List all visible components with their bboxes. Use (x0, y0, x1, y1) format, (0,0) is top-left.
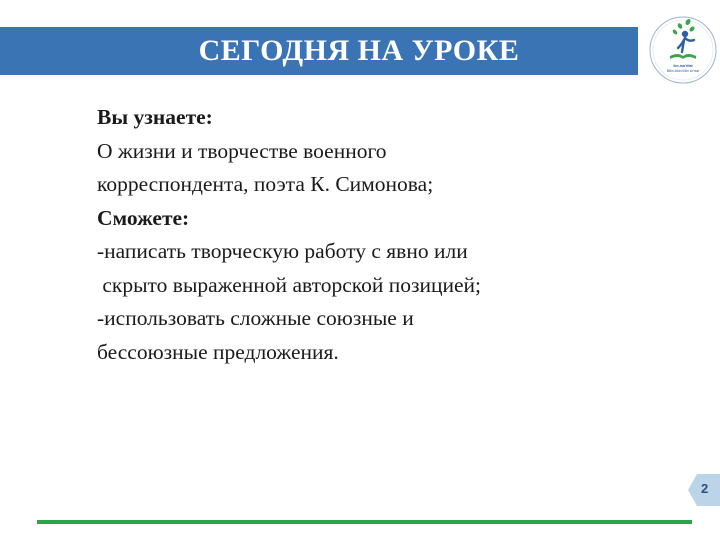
bottom-divider (37, 520, 692, 524)
school-logo-icon (648, 12, 718, 88)
content-line: -использовать сложные союзные и (97, 306, 414, 330)
slide-title: СЕГОДНЯ НА УРОКЕ (198, 34, 520, 67)
logo-caption-line2: Bilim-bilan bilim ko'rsat (666, 69, 700, 73)
content-line: бессоюзные предложения. (97, 339, 339, 364)
logo-caption-line1: Ilm-ma'rifat (673, 64, 693, 68)
content-line: О жизни и творчестве военного (97, 138, 387, 163)
page-number: 2 (701, 481, 709, 496)
skills-heading: Сможете: (97, 205, 190, 230)
title-bar (0, 27, 638, 75)
content-line: -написать творческую работу с явно или (97, 239, 468, 263)
content-line: корреспондента, поэта К. Симонова; (97, 172, 434, 196)
slide-content (97, 101, 657, 369)
content-line: скрыто выраженной авторской позицией; (97, 272, 482, 297)
learn-heading: Вы узнаете: (97, 105, 213, 129)
page-number-badge (688, 472, 720, 508)
